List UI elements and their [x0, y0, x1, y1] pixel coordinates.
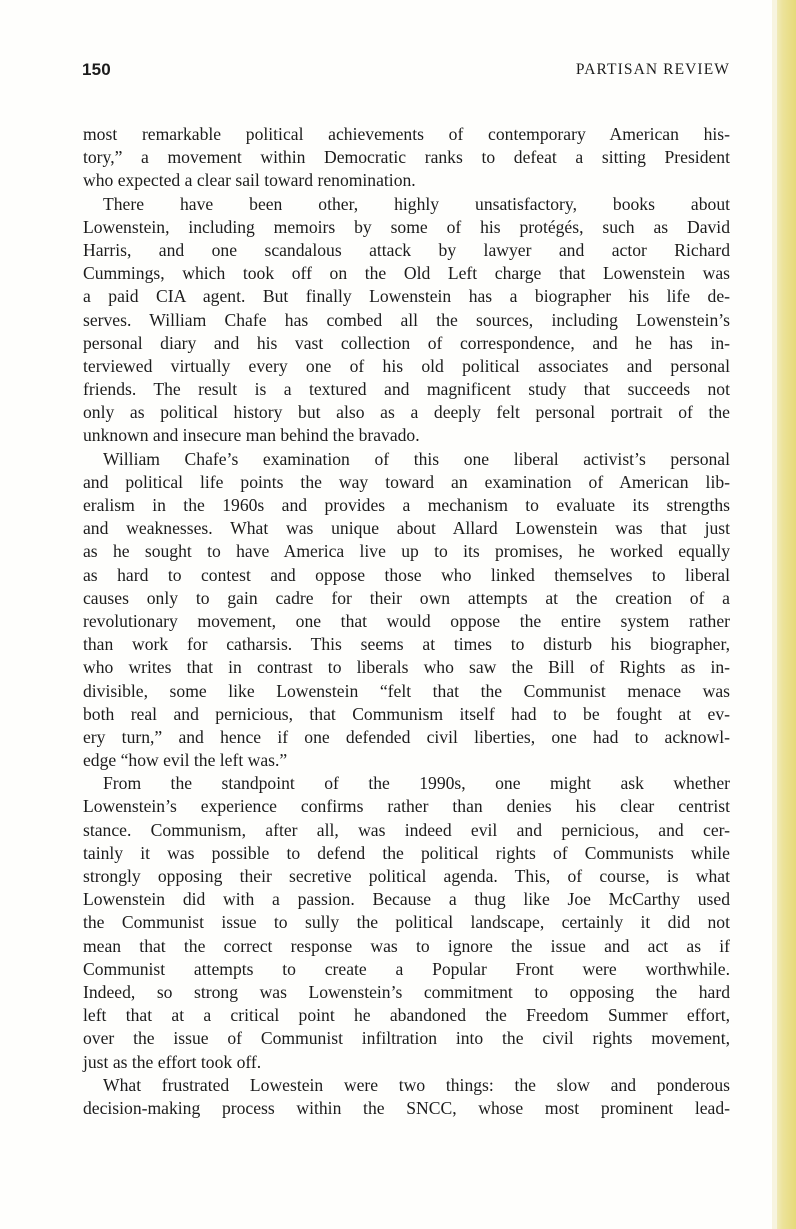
text-line: Cummings, which took off on the Old Left charge that Lowenstein was [83, 263, 730, 284]
text-line: both real and pernicious, that Communism itself had to be fought at ev- [83, 703, 730, 724]
text-line: only as political history but also as a deeply felt personal portrait of the [83, 402, 730, 423]
text-line: edge “how evil the left was.” [83, 750, 288, 771]
text-line: Harris, and one scandalous attack by lawyer and actor Richard [83, 239, 730, 260]
text-line: unknown and insecure man behind the bravado. [83, 425, 420, 446]
text-line: a paid CIA agent. But finally Lowenstein has a biographer his life de- [83, 286, 730, 307]
text-line: What frustrated Lowestein were two things: the slow and ponderous [103, 1074, 730, 1095]
page-number: 150 [82, 60, 111, 79]
text-line: decision-making process within the SNCC, whose most prominent lead- [83, 1097, 730, 1118]
text-line: serves. William Chafe has combed all the sources, including Lowenstein’s [83, 309, 730, 330]
text-line: who writes that in contrast to liberals who saw the Bill of Rights as in- [83, 657, 730, 678]
text-line: William Chafe’s examination of this one liberal activist’s personal [103, 448, 730, 469]
text-line: Communist attempts to create a Popular Front were worthwhile. [83, 958, 730, 979]
text-line: left that at a critical point he abandoned the Freedom Summer effort, [83, 1005, 730, 1026]
text-line: Indeed, so strong was Lowenstein’s commitment to opposing the hard [83, 981, 730, 1002]
page-edge-shadow [772, 0, 777, 1229]
text-line: stance. Communism, after all, was indeed evil and pernicious, and cer- [83, 819, 730, 840]
journal-title: PARTISAN REVIEW [575, 61, 730, 78]
text-line: friends. The result is a textured and magnificent study that succeeds not [83, 379, 730, 400]
text-line: just as the effort took off. [83, 1051, 262, 1072]
paragraph [83, 123, 730, 193]
paragraph [83, 1074, 730, 1120]
text-line: terviewed virtually every one of his old political associates and personal [83, 355, 730, 376]
text-line: over the issue of Communist infiltration into the civil rights movement, [83, 1028, 730, 1049]
text-line: personal diary and his vast collection of correspondence, and he has in- [83, 332, 730, 353]
paragraph [83, 772, 730, 1073]
text-line: There have been other, highly unsatisfactory, books about [103, 193, 730, 214]
text-line: than work for catharsis. This seems at times to disturb his biographer, [83, 634, 730, 655]
text-line: the Communist issue to sully the political landscape, certainly it did not [83, 912, 730, 933]
text-line: ery turn,” and hence if one defended civil liberties, one had to acknowl- [83, 726, 730, 747]
text-line: revolutionary movement, one that would oppose the entire system rather [83, 610, 730, 631]
text-line: causes only to gain cadre for their own attempts at the creation of a [83, 587, 730, 608]
text-line: and political life points the way toward an examination of American lib- [83, 471, 730, 492]
text-line: eralism in the 1960s and provides a mechanism to evaluate its strengths [83, 495, 730, 515]
paragraph [83, 448, 730, 773]
text-line: most remarkable political achievements of contemporary American his- [83, 124, 730, 144]
text-line: as hard to contest and oppose those who linked themselves to liberal [83, 564, 730, 585]
body-text [83, 123, 730, 1120]
text-line: as he sought to have America live up to its promises, he worked equally [83, 541, 730, 562]
text-line: From the standpoint of the 1990s, one might ask whether [103, 773, 730, 794]
page-edge-strip [772, 0, 796, 1229]
text-line: Lowenstein’s experience confirms rather than denies his clear centrist [83, 796, 730, 817]
paragraph [83, 193, 730, 448]
text-line: tory,” a movement within Democratic ranks to defeat a sitting President [83, 147, 730, 168]
text-line: divisible, some like Lowenstein “felt that the Communist menace was [83, 680, 730, 701]
text-line: who expected a clear sail toward renomination. [83, 170, 416, 191]
text-line: strongly opposing their secretive political agenda. This, of course, is what [83, 866, 730, 886]
text-line: Lowenstein did with a passion. Because a thug like Joe McCarthy used [83, 889, 730, 910]
text-line: and weaknesses. What was unique about Allard Lowenstein was that just [83, 518, 730, 539]
running-head [82, 60, 730, 84]
text-line: Lowenstein, including memoirs by some of his protégés, such as David [83, 216, 730, 237]
text-line: tainly it was possible to defend the political rights of Communists while [83, 842, 730, 863]
text-line: mean that the correct response was to ignore the issue and act as if [83, 935, 730, 956]
